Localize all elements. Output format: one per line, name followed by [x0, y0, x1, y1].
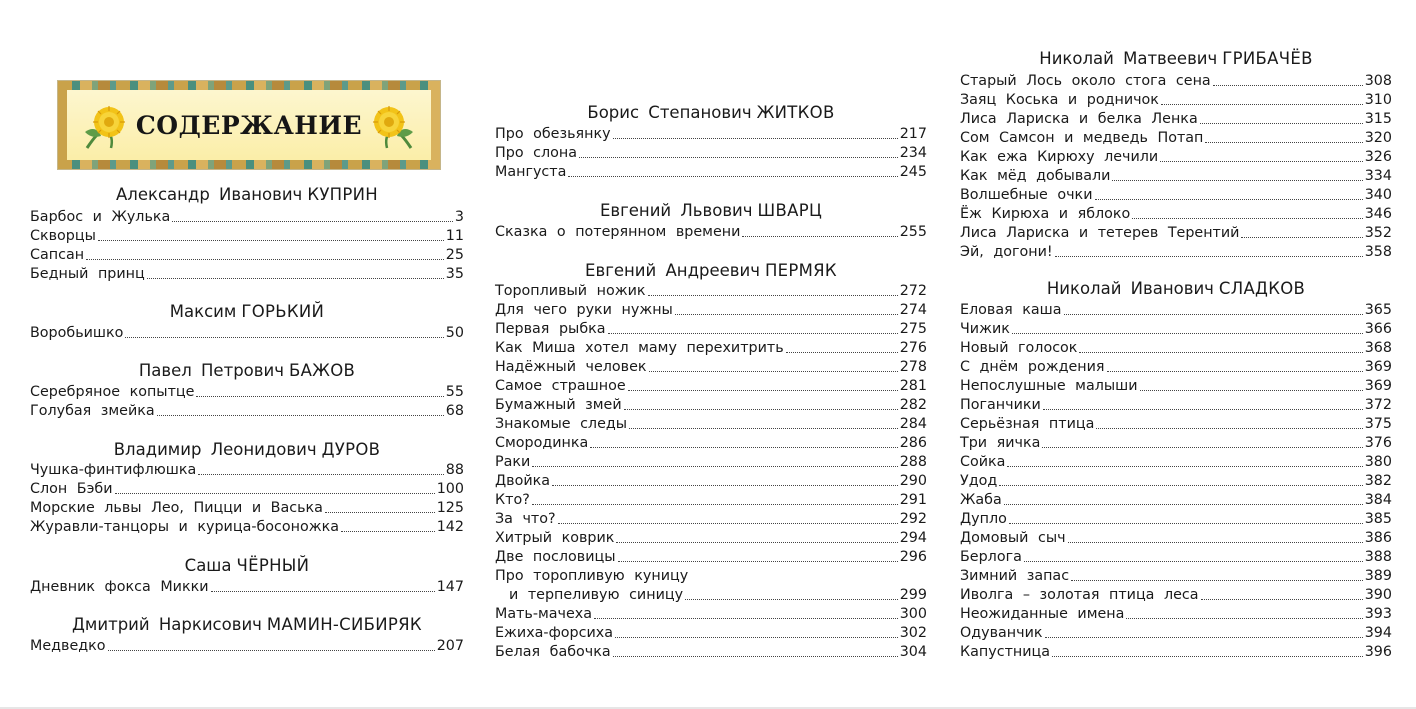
toc-entry[interactable]: Дневник фокса Микки 147 — [30, 579, 464, 595]
author-heading: Борис Степанович ЖИТКОВ — [587, 103, 835, 122]
toc-entry[interactable]: Две пословицы 296 — [495, 549, 927, 565]
toc-entry[interactable]: Барбос и Жулька 3 — [30, 209, 464, 225]
toc-entry[interactable]: Эй, догони! 358 — [960, 244, 1392, 260]
toc-entry[interactable]: Сказка о потерянном времени 255 — [495, 224, 927, 240]
toc-entry[interactable]: Самое страшное 281 — [495, 378, 927, 394]
toc-entry[interactable]: Лиса Лариска и тетерев Терентий 352 — [960, 225, 1392, 241]
toc-entry[interactable]: Домовый сыч 386 — [960, 530, 1392, 546]
toc-entry[interactable]: Иволга – золотая птица леса 390 — [960, 587, 1392, 603]
toc-entry[interactable]: Слон Бэби 100 — [30, 481, 464, 497]
toc-entry[interactable]: Серебряное копытце 55 — [30, 384, 464, 400]
toc-entry[interactable]: Серьёзная птица 375 — [960, 416, 1392, 432]
toc-entry[interactable]: С днём рождения 369 — [960, 359, 1392, 375]
toc-entry[interactable]: Про слона 234 — [495, 145, 927, 161]
toc-entry[interactable]: Воробьишко 50 — [30, 325, 464, 341]
toc-entry[interactable]: Раки 288 — [495, 454, 927, 470]
toc-entry[interactable]: Как ежа Кирюху лечили 326 — [960, 149, 1392, 165]
toc-entry[interactable]: Двойка 290 — [495, 473, 927, 489]
entries-list — [960, 72, 1392, 262]
toc-entry[interactable]: Белая бабочка 304 — [495, 644, 927, 660]
author-heading: Максим ГОРЬКИЙ — [169, 302, 325, 321]
toc-entry[interactable]: Торопливый ножик 272 — [495, 283, 927, 299]
toc-entry[interactable]: Про обезьянку 217 — [495, 126, 927, 142]
author-heading: Павел Петрович БАЖОВ — [138, 361, 356, 380]
entries-list — [960, 301, 1392, 662]
toc-entry[interactable]: Голубая змейка 68 — [30, 403, 464, 419]
toc-entry[interactable]: Поганчики 372 — [960, 397, 1392, 413]
toc-entry[interactable]: Сапсан 25 — [30, 247, 464, 263]
toc-entry[interactable]: Чушка-финтифлюшка 88 — [30, 462, 464, 478]
toc-entry[interactable]: Надёжный человек 278 — [495, 359, 927, 375]
toc-entry[interactable]: Скворцы 11 — [30, 228, 464, 244]
author-heading: Николай Иванович СЛАДКОВ — [1046, 279, 1306, 298]
toc-entry[interactable]: Журавли-танцоры и курица-босоножка 142 — [30, 519, 464, 535]
toc-entry[interactable]: Новый голосок 368 — [960, 340, 1392, 356]
entries-list — [30, 637, 464, 656]
toc-entry[interactable]: Смородинка 286 — [495, 435, 927, 451]
toc-entry[interactable]: Непослушные малыши 369 — [960, 378, 1392, 394]
entries-list — [495, 125, 927, 182]
toc-entry[interactable]: Бумажный змей 282 — [495, 397, 927, 413]
toc-entry[interactable]: Мангуста 245 — [495, 164, 927, 180]
contents-banner — [58, 81, 440, 169]
dandelion-flower-icon — [365, 102, 417, 152]
toc-entry[interactable]: Первая рыбка 275 — [495, 321, 927, 337]
toc-entry[interactable]: Берлога 388 — [960, 549, 1392, 565]
toc-entry[interactable]: Мать-мачеха 300 — [495, 606, 927, 622]
author-heading: Евгений Львович ШВАРЦ — [599, 201, 823, 220]
toc-entry[interactable]: Волшебные очки 340 — [960, 187, 1392, 203]
toc-entry[interactable]: Сом Самсон и медведь Потап 320 — [960, 130, 1392, 146]
entries-list — [30, 578, 464, 597]
entries-list — [30, 324, 464, 343]
toc-entry[interactable]: Неожиданные имена 393 — [960, 606, 1392, 622]
author-heading: Саша ЧЁРНЫЙ — [184, 556, 310, 575]
toc-entry[interactable]: Как мёд добывали 334 — [960, 168, 1392, 184]
author-heading: Александр Иванович КУПРИН — [116, 185, 378, 204]
entries-list — [30, 461, 464, 537]
toc-entry[interactable]: Три яичка 376 — [960, 435, 1392, 451]
toc-entry[interactable]: Дупло 385 — [960, 511, 1392, 527]
toc-entry[interactable]: Лиса Лариска и белка Ленка 315 — [960, 111, 1392, 127]
toc-entry[interactable]: Хитрый коврик 294 — [495, 530, 927, 546]
toc-entry[interactable]: Как Миша хотел маму перехитрить 276 — [495, 340, 927, 356]
author-heading: Владимир Леонидович ДУРОВ — [113, 440, 381, 459]
toc-entry[interactable]: Чижик 366 — [960, 321, 1392, 337]
toc-entry[interactable]: Про торопливую куницу — [495, 568, 689, 584]
toc-entry[interactable]: Одуванчик 394 — [960, 625, 1392, 641]
toc-entry[interactable]: Для чего руки нужны 274 — [495, 302, 927, 318]
toc-entry[interactable]: Зимний запас 389 — [960, 568, 1392, 584]
entries-list — [495, 282, 927, 662]
toc-entry[interactable]: За что? 292 — [495, 511, 927, 527]
toc-entry[interactable]: Бедный принц 35 — [30, 266, 464, 282]
author-heading: Николай Матвеевич ГРИБАЧЁВ — [1039, 49, 1313, 68]
toc-entry[interactable]: и терпеливую синицу 299 — [509, 587, 927, 603]
toc-entry[interactable]: Жаба 384 — [960, 492, 1392, 508]
toc-entry[interactable]: Ёж Кирюха и яблоко 346 — [960, 206, 1392, 222]
toc-entry[interactable]: Старый Лось около стога сена 308 — [960, 73, 1392, 89]
toc-entry[interactable]: Морские львы Лео, Пицци и Васька 125 — [30, 500, 464, 516]
toc-entry[interactable]: Ежиха-форсиха 302 — [495, 625, 927, 641]
contents-title: СОДЕРЖАНИЕ — [135, 110, 363, 140]
toc-entry[interactable]: Удод 382 — [960, 473, 1392, 489]
entries-list — [30, 208, 464, 284]
entries-list — [495, 223, 927, 242]
toc-entry[interactable]: Медведко 207 — [30, 638, 464, 654]
author-heading: Дмитрий Наркисович МАМИН-СИБИРЯК — [72, 615, 422, 634]
toc-entry[interactable]: Еловая каша 365 — [960, 302, 1392, 318]
toc-entry[interactable]: Знакомые следы 284 — [495, 416, 927, 432]
toc-entry[interactable]: Кто? 291 — [495, 492, 927, 508]
dandelion-flower-icon — [81, 102, 133, 152]
toc-entry[interactable]: Капустница 396 — [960, 644, 1392, 660]
toc-entry[interactable]: Заяц Коська и родничок 310 — [960, 92, 1392, 108]
entries-list — [30, 383, 464, 421]
toc-entry[interactable]: Сойка 380 — [960, 454, 1392, 470]
author-heading: Евгений Андреевич ПЕРМЯК — [585, 261, 837, 280]
